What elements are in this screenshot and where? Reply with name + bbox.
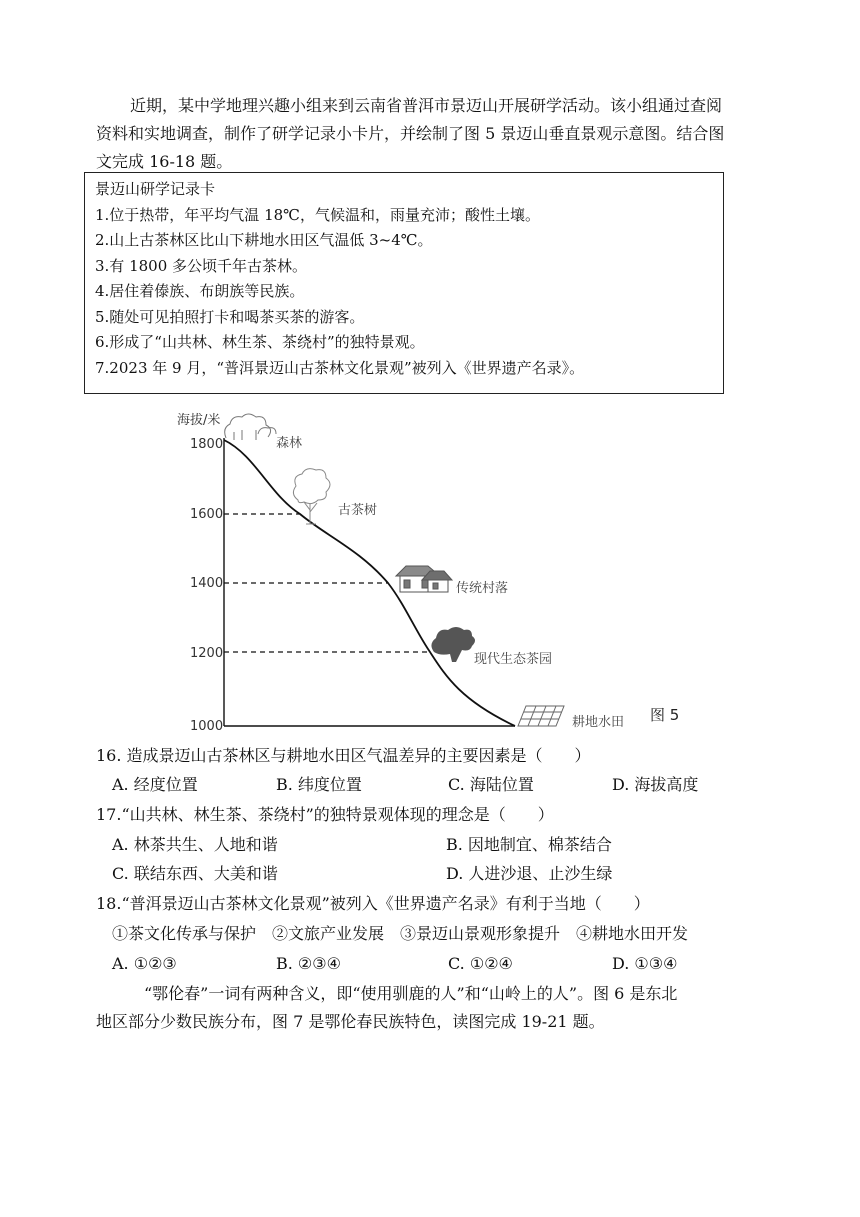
card-item: 7.2023 年 9 月，“普洱景迈山古茶林文化景观”被列入《世界遗产名录》。 bbox=[95, 358, 585, 377]
tick-label: 1000 bbox=[190, 719, 224, 734]
forest-label: 森林 bbox=[276, 436, 303, 451]
village-icon bbox=[396, 566, 452, 592]
card-item: 2.山上古茶林区比山下耕地水田区气温低 3~4℃。 bbox=[95, 231, 433, 249]
question-18-stem: 18.“普洱景迈山古茶林文化景观”被列入《世界遗产名录》有利于当地（ ） bbox=[96, 894, 650, 913]
card-item: 3.有 1800 多公顷千年古茶林。 bbox=[95, 256, 308, 275]
forest-icon bbox=[225, 414, 276, 440]
card-item: 6.形成了“山共林、林生茶、茶绕村”的独特景观。 bbox=[95, 333, 425, 351]
q17-option-c[interactable]: C. 联结东西、大美和谐 bbox=[112, 864, 278, 883]
figure-caption: 图 5 bbox=[650, 706, 680, 724]
question-18-items: ①茶文化传承与保护 ②文旅产业发展 ③景迈山景观形象提升 ④耕地水田开发 bbox=[112, 924, 689, 943]
tick-label: 1400 bbox=[190, 576, 224, 591]
intro-paragraph bbox=[96, 92, 776, 176]
tea-garden-label: 现代生态茶园 bbox=[474, 652, 553, 667]
q18-option-c[interactable]: C. ①②④ bbox=[448, 954, 513, 973]
intro-line: 近期，某中学地理兴趣小组来到云南省普洱市景迈山开展研学活动。该小组通过查阅 bbox=[130, 96, 723, 115]
q17-option-a[interactable]: A. 林茶共生、人地和谐 bbox=[112, 835, 278, 854]
tea-garden-icon bbox=[431, 627, 475, 662]
outro-paragraph bbox=[96, 980, 677, 1036]
ancient-tea-tree-icon bbox=[293, 469, 330, 524]
farmland-label: 耕地水田 bbox=[572, 715, 625, 730]
village-label: 传统村落 bbox=[456, 581, 509, 596]
tick-label: 1600 bbox=[190, 507, 224, 522]
research-record-card bbox=[84, 172, 724, 394]
intro-line: 文完成 16-18 题。 bbox=[96, 152, 233, 171]
card-title: 景迈山研学记录卡 bbox=[95, 180, 216, 198]
outro-line: “鄂伦春”一词有两种含义，即“使用驯鹿的人”和“山岭上的人”。图 6 是东北 bbox=[144, 984, 678, 1003]
q18-option-b[interactable]: B. ②③④ bbox=[276, 954, 341, 973]
tick-label: 1800 bbox=[190, 437, 224, 452]
outro-line: 地区部分少数民族分布，图 7 是鄂伦春民族特色，读图完成 19-21 题。 bbox=[96, 1012, 605, 1031]
q17-option-d[interactable]: D. 人进沙退、止沙生绿 bbox=[446, 864, 613, 883]
figure-5-vertical-landscape bbox=[160, 400, 700, 740]
farmland-icon bbox=[518, 706, 564, 726]
question-16-stem: 16. 造成景迈山古茶林区与耕地水田区气温差异的主要因素是（ ） bbox=[96, 746, 591, 765]
q17-option-b[interactable]: B. 因地制宜、棉茶结合 bbox=[446, 835, 612, 854]
q16-option-c[interactable]: C. 海陆位置 bbox=[448, 775, 534, 794]
q18-option-a[interactable]: A. ①②③ bbox=[112, 954, 177, 973]
q16-option-a[interactable]: A. 经度位置 bbox=[112, 775, 198, 794]
q16-option-d[interactable]: D. 海拔高度 bbox=[612, 775, 699, 794]
card-item: 1.位于热带，年平均气温 18℃，气候温和，雨量充沛；酸性土壤。 bbox=[95, 205, 540, 224]
card-item: 4.居住着傣族、布朗族等民族。 bbox=[95, 282, 305, 300]
question-17-stem: 17.“山共林、林生茶、茶绕村”的独特景观体现的理念是（ ） bbox=[96, 805, 554, 824]
q16-option-b[interactable]: B. 纬度位置 bbox=[276, 775, 362, 794]
card-item: 5.随处可见拍照打卡和喝茶买茶的游客。 bbox=[95, 307, 365, 326]
q18-option-d[interactable]: D. ①③④ bbox=[612, 954, 678, 973]
intro-line: 资料和实地调查，制作了研学记录小卡片，并绘制了图 5 景迈山垂直景观示意图。结合图 bbox=[96, 124, 725, 143]
ancient-tea-label: 古茶树 bbox=[338, 503, 378, 518]
y-axis-label: 海拔/米 bbox=[177, 413, 221, 428]
tick-label: 1200 bbox=[190, 646, 224, 661]
